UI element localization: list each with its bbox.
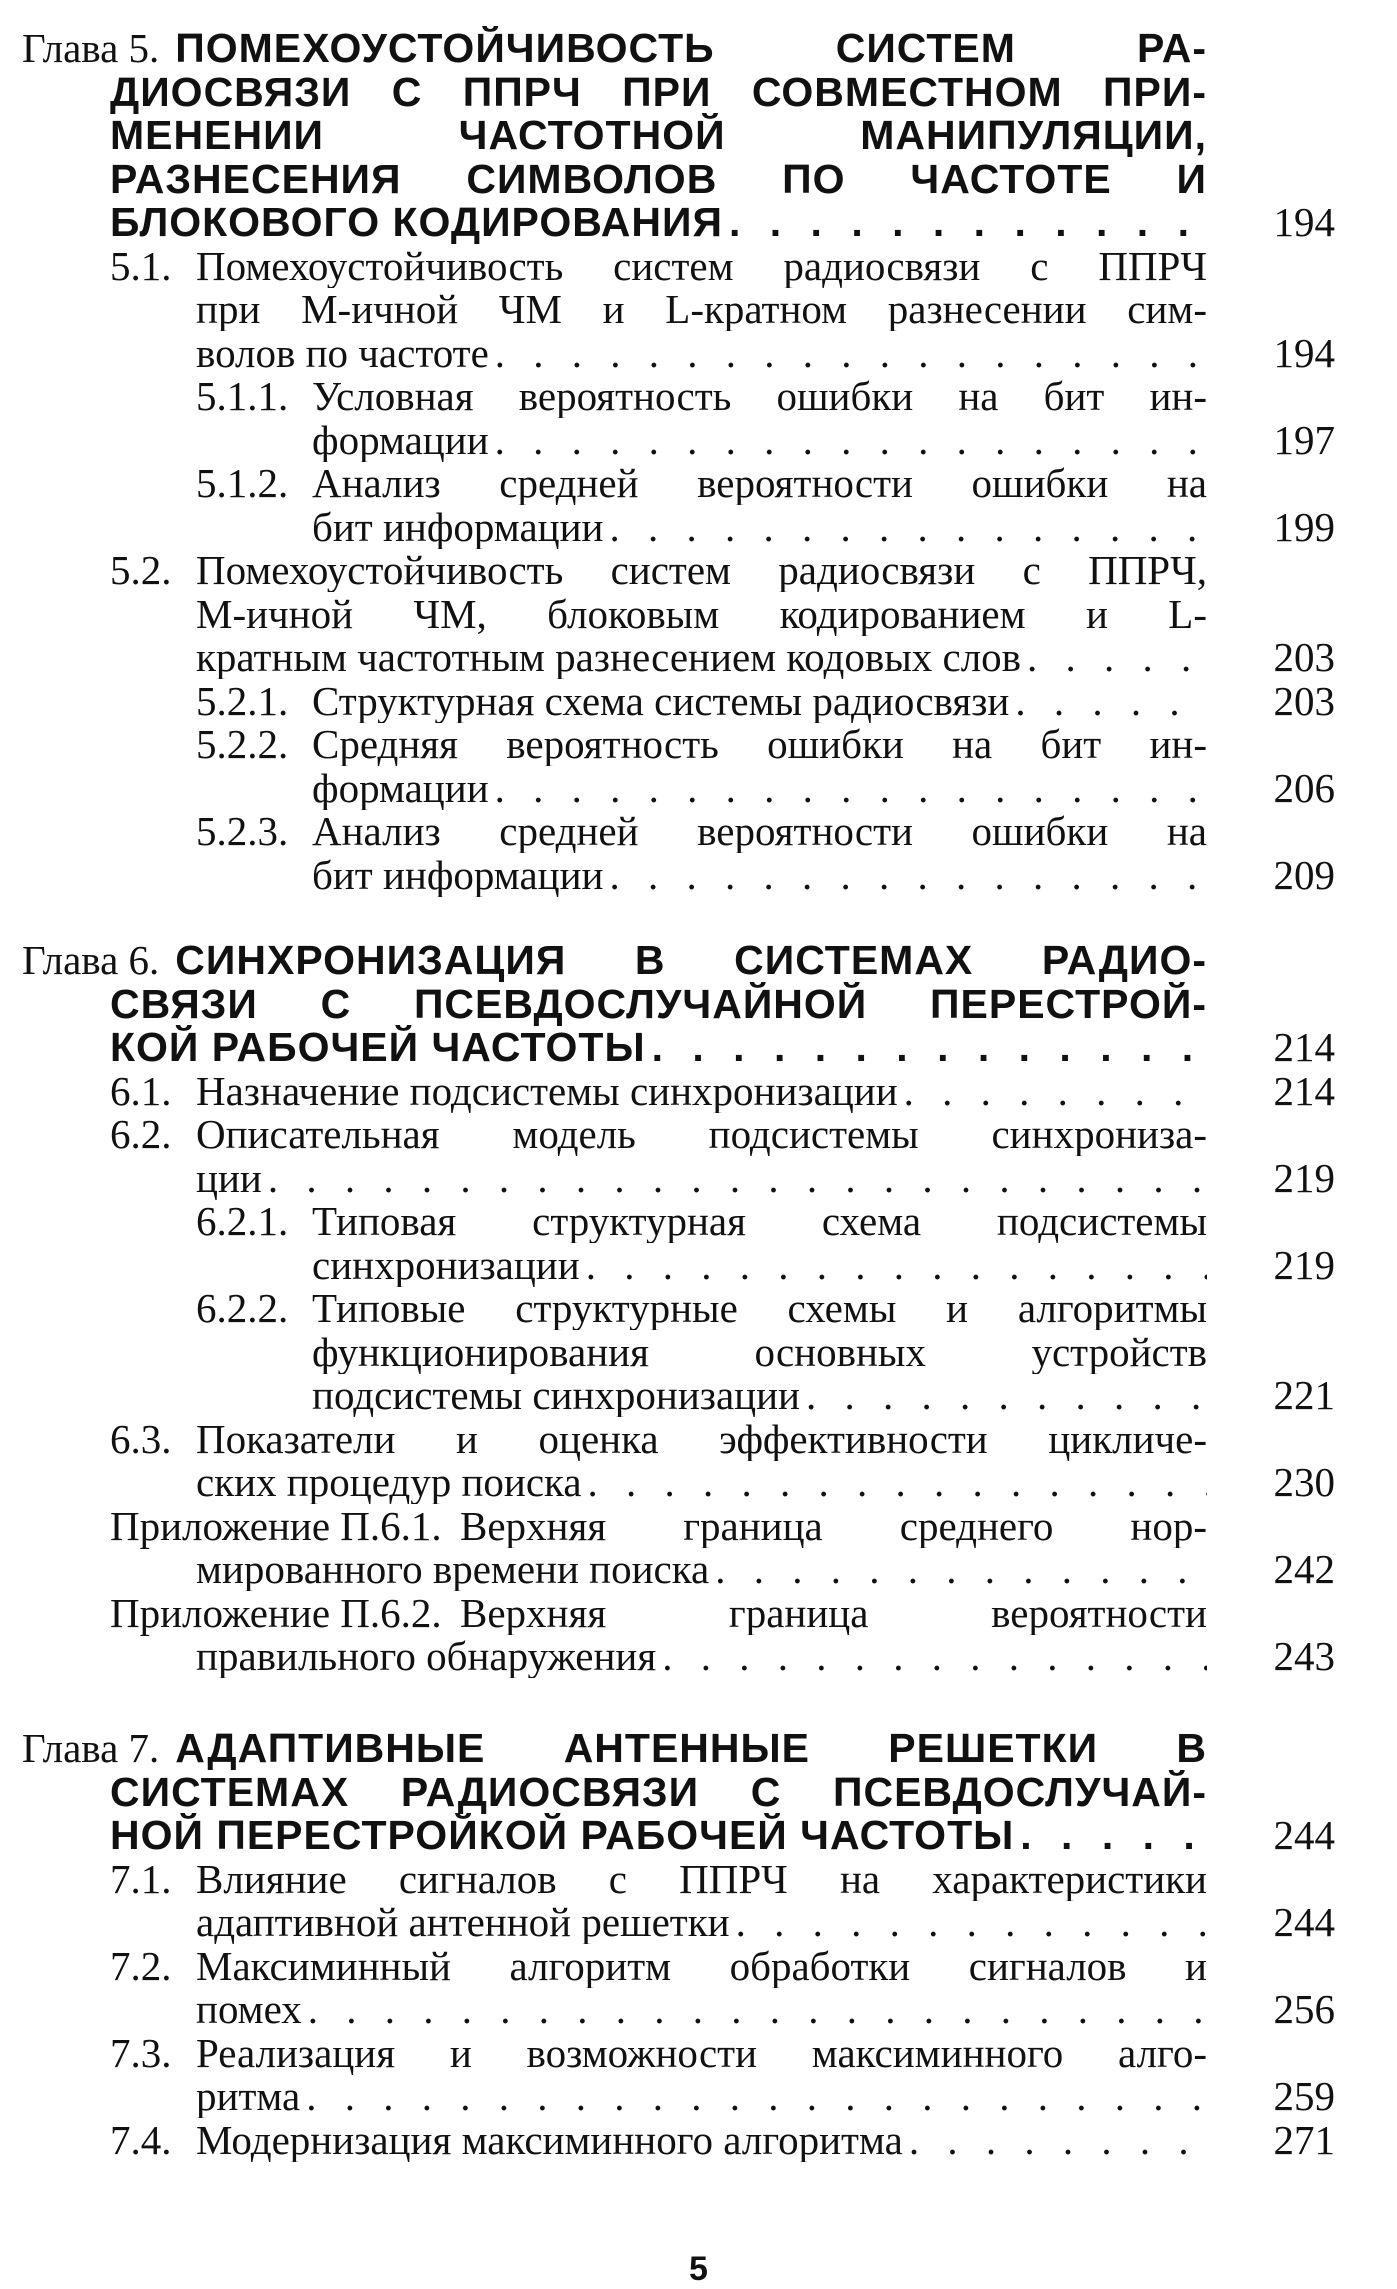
page-ref: 197 bbox=[1273, 416, 1335, 463]
page-ref: 214 bbox=[1273, 1067, 1335, 1114]
page-ref: 194 bbox=[1273, 199, 1335, 245]
toc-entry bbox=[312, 1330, 1207, 1374]
chapter-title-text: СИСТЕМАХ РАДИОСВЯЗИ С ПСЕВДОСЛУЧАЙ- bbox=[110, 1769, 1207, 1814]
toc-entry bbox=[460, 1504, 1207, 1548]
chapter-title-text: ПОМЕХОУСТОЙЧИВОСТЬ СИСТЕМ РА- bbox=[175, 26, 1207, 70]
toc-entry bbox=[312, 853, 1207, 897]
toc-entry bbox=[196, 1112, 1207, 1156]
page-ref: 203 bbox=[1273, 677, 1335, 724]
toc-entry bbox=[196, 1857, 1207, 1901]
toc-entry bbox=[312, 679, 1207, 723]
toc-entry bbox=[196, 1987, 1207, 2031]
page-ref: 259 bbox=[1273, 2073, 1335, 2119]
toc-line-text: Типовые структурные схемы и алгоритмы bbox=[312, 1286, 1207, 1330]
chapter-heading-line bbox=[110, 200, 1207, 244]
toc-line-text: ских процедур поиска bbox=[196, 1460, 582, 1504]
toc-line-text: Помехоустойчивость систем радиосвязи с ППРЧ, bbox=[196, 548, 1207, 592]
chapter-title-text: АДАПТИВНЫЕ АНТЕННЫЕ РЕШЕТКИ В bbox=[175, 1726, 1207, 1770]
page-ref: 214 bbox=[1273, 1024, 1335, 1070]
toc-entry bbox=[196, 1547, 1207, 1591]
dot-leader bbox=[1027, 635, 1207, 679]
toc-line-text: подсистемы синхронизации bbox=[312, 1373, 800, 1417]
dot-leader bbox=[806, 1373, 1207, 1417]
toc-entry bbox=[196, 1944, 1207, 1988]
toc-line-text: Назначение подсистемы синхронизации bbox=[196, 1068, 898, 1113]
toc-entry bbox=[196, 287, 1207, 331]
toc-entry bbox=[460, 1591, 1207, 1635]
section-number: Приложение П.6.1. bbox=[110, 1502, 442, 1549]
chapter-heading-line bbox=[110, 982, 1207, 1026]
section-number: 7.2. bbox=[110, 1942, 172, 1989]
toc-entry bbox=[312, 461, 1207, 505]
toc-line-text: формации bbox=[312, 765, 489, 810]
toc-line-text: волов по частоте bbox=[196, 330, 489, 375]
dot-leader bbox=[495, 418, 1207, 462]
chapter-heading-line bbox=[110, 1813, 1207, 1857]
toc-line-text: Структурная схема системы радиосвязи bbox=[312, 678, 1010, 723]
section-number: 7.3. bbox=[110, 2029, 172, 2076]
section-number: Приложение П.6.2. bbox=[110, 1589, 442, 1636]
toc-entry bbox=[312, 1199, 1207, 1243]
chapter-heading-line bbox=[110, 70, 1207, 114]
section-number: 5.1.2. bbox=[196, 460, 289, 506]
toc-line-text: ции bbox=[196, 1155, 262, 1200]
chapter-heading bbox=[22, 938, 1207, 982]
chapter-title-text: МЕНЕНИИ ЧАСТОТНОЙ МАНИПУЛЯЦИИ, bbox=[110, 113, 1207, 157]
chapter-heading-line bbox=[110, 1025, 1207, 1069]
section-number: 6.2. bbox=[110, 1111, 172, 1157]
dot-leader bbox=[715, 1547, 1207, 1591]
toc-line-text: Типовая структурная схема подсистемы bbox=[312, 1199, 1207, 1243]
toc-line-text: адаптивной антенной решетки bbox=[196, 1900, 730, 1944]
toc-line-text: Максиминный алгоритм обработки сигналов и bbox=[196, 1943, 1207, 1988]
toc-entry bbox=[196, 1069, 1207, 1113]
page-ref: 243 bbox=[1273, 1633, 1335, 1679]
chapter-heading-line bbox=[110, 157, 1207, 201]
page-ref: 244 bbox=[1273, 1812, 1335, 1858]
page-ref: 271 bbox=[1273, 2116, 1335, 2163]
toc-entry bbox=[312, 1373, 1207, 1417]
section-number: 6.1. bbox=[110, 1067, 172, 1114]
section-number: 7.4. bbox=[110, 2116, 172, 2163]
dot-leader bbox=[736, 1900, 1207, 1944]
section-number: 5.2.2. bbox=[196, 721, 289, 767]
toc-line-text: М-ичной ЧМ, блоковым кодированием и L- bbox=[196, 591, 1207, 636]
section-number: 6.2.2. bbox=[196, 1285, 289, 1331]
page-ref: 221 bbox=[1273, 1372, 1335, 1418]
chapter-label: Глава 7. bbox=[22, 1725, 160, 1771]
chapter-label: Глава 5. bbox=[22, 25, 160, 71]
chapter-title-text: НОЙ ПЕРЕСТРОЙКОЙ РАБОЧЕЙ ЧАСТОТЫ bbox=[110, 1813, 1015, 1857]
section-number: 5.2.1. bbox=[196, 677, 289, 724]
dot-leader bbox=[609, 505, 1207, 549]
toc-line-text: Средняя вероятность ошибки на бит ин- bbox=[312, 722, 1207, 766]
dot-leader bbox=[662, 1634, 1207, 1678]
toc-line-text: при М-ичной ЧМ и L-кратном разнесении сим- bbox=[196, 287, 1207, 331]
dot-leader bbox=[904, 1069, 1207, 1113]
chapter-title-text: КОЙ РАБОЧЕЙ ЧАСТОТЫ bbox=[110, 1025, 646, 1069]
dot-leader bbox=[909, 2118, 1207, 2162]
toc-entry bbox=[196, 2074, 1207, 2118]
toc-entry bbox=[196, 1900, 1207, 1944]
chapter-label: Глава 6. bbox=[22, 937, 160, 983]
toc-entry bbox=[312, 374, 1207, 418]
toc-line-text: Влияние сигналов с ППРЧ на характеристики bbox=[196, 1856, 1207, 1901]
toc-entry bbox=[196, 2031, 1207, 2075]
dot-leader bbox=[1020, 1813, 1207, 1857]
chapter-heading-line bbox=[110, 1770, 1207, 1814]
page-ref: 242 bbox=[1273, 1546, 1335, 1592]
dot-leader bbox=[652, 1025, 1207, 1069]
toc-entry bbox=[196, 1156, 1207, 1200]
section-number: 5.1. bbox=[110, 242, 172, 289]
toc-line-text: мированного времени поиска bbox=[196, 1547, 710, 1591]
chapter-heading-line bbox=[110, 113, 1207, 157]
toc-line-text: Показатели и оценка эффективности цикличе- bbox=[196, 1416, 1207, 1461]
toc-entry bbox=[312, 505, 1207, 549]
chapter-heading bbox=[22, 26, 1207, 70]
toc-line-text: кратным частотным разнесением кодовых слов bbox=[196, 635, 1022, 679]
page-ref: 194 bbox=[1273, 329, 1335, 376]
toc-entry bbox=[196, 1634, 1207, 1678]
dot-leader bbox=[609, 853, 1207, 897]
section-number: 5.2.3. bbox=[196, 808, 289, 854]
toc-entry bbox=[312, 809, 1207, 853]
section-number: 6.2.1. bbox=[196, 1198, 289, 1244]
page-ref: 199 bbox=[1273, 503, 1335, 550]
dot-leader bbox=[495, 766, 1207, 810]
dot-leader bbox=[588, 1460, 1207, 1504]
chapter-heading bbox=[22, 1726, 1207, 1770]
section-number: 5.1.1. bbox=[196, 373, 289, 419]
chapter-title-text: БЛОКОВОГО КОДИРОВАНИЯ bbox=[110, 200, 723, 244]
toc-entry bbox=[196, 2118, 1207, 2162]
toc-entry bbox=[196, 1417, 1207, 1461]
chapter-title-text: РАЗНЕСЕНИЯ СИМВОЛОВ ПО ЧАСТОТЕ И bbox=[110, 156, 1207, 201]
toc-line-text: правильного обнаружения bbox=[196, 1634, 657, 1678]
page-ref: 209 bbox=[1273, 851, 1335, 898]
toc-line-text: синхронизации bbox=[312, 1242, 580, 1287]
dot-leader bbox=[308, 1987, 1207, 2031]
page-ref: 244 bbox=[1273, 1899, 1335, 1945]
toc-line-text: бит информации bbox=[312, 852, 604, 897]
toc-line-text: Верхняя граница среднего нор- bbox=[460, 1503, 1207, 1548]
toc-entry bbox=[196, 1460, 1207, 1504]
toc-line-text: бит информации bbox=[312, 504, 604, 549]
toc-entry bbox=[196, 548, 1207, 592]
toc-line-text: Помехоустойчивость систем радиосвязи с ППРЧ bbox=[196, 243, 1207, 288]
toc-line-text: Анализ средней вероятности ошибки на bbox=[312, 809, 1207, 853]
toc-entry bbox=[196, 592, 1207, 636]
toc-entry bbox=[196, 331, 1207, 375]
toc-line-text: функционирования основных устройств bbox=[312, 1329, 1207, 1374]
dot-leader bbox=[306, 2074, 1207, 2118]
page-ref: 203 bbox=[1273, 634, 1335, 680]
section-number: 7.1. bbox=[110, 1855, 172, 1902]
dot-leader bbox=[268, 1156, 1207, 1200]
toc-line-text: ритма bbox=[196, 2074, 301, 2118]
toc-line-text: помех bbox=[196, 1987, 302, 2031]
page-ref: 219 bbox=[1273, 1241, 1335, 1288]
toc-line-text: Модернизация максиминного алгоритма bbox=[196, 2117, 903, 2162]
toc-entry bbox=[312, 1286, 1207, 1330]
chapter-title-text: СВЯЗИ С ПСЕВДОСЛУЧАЙНОЙ ПЕРЕСТРОЙ- bbox=[110, 981, 1207, 1026]
page-ref: 256 bbox=[1273, 1986, 1335, 2032]
chapter-title-text: СИНХРОНИЗАЦИЯ В СИСТЕМАХ РАДИО- bbox=[175, 938, 1207, 982]
page-ref: 206 bbox=[1273, 764, 1335, 811]
toc-line-text: формации bbox=[312, 417, 489, 462]
toc-line-text: Анализ средней вероятности ошибки на bbox=[312, 461, 1207, 505]
toc-entry bbox=[312, 766, 1207, 810]
toc-entry bbox=[196, 635, 1207, 679]
toc-entry bbox=[312, 1243, 1207, 1287]
dot-leader bbox=[495, 331, 1207, 375]
toc-line-text: Условная вероятность ошибки на бит ин- bbox=[312, 374, 1207, 418]
toc-line-text: Реализация и возможности максиминного алго- bbox=[196, 2030, 1207, 2075]
page-ref: 219 bbox=[1273, 1154, 1335, 1201]
toc-line-text: Верхняя граница вероятности bbox=[460, 1590, 1207, 1635]
section-number: 6.3. bbox=[110, 1415, 172, 1462]
toc-line-text: Описательная модель подсистемы синхрониза- bbox=[196, 1112, 1207, 1156]
page-number: 5 bbox=[689, 2250, 708, 2288]
chapter-title-text: ДИОСВЯЗИ С ППРЧ ПРИ СОВМЕСТНОМ ПРИ- bbox=[110, 69, 1207, 114]
dot-leader bbox=[1015, 679, 1207, 723]
page-ref: 230 bbox=[1273, 1459, 1335, 1505]
section-number: 5.2. bbox=[110, 547, 172, 593]
toc-entry bbox=[196, 244, 1207, 288]
toc-entry bbox=[312, 418, 1207, 462]
toc-entry bbox=[312, 722, 1207, 766]
dot-leader bbox=[729, 200, 1207, 244]
dot-leader bbox=[586, 1243, 1207, 1287]
